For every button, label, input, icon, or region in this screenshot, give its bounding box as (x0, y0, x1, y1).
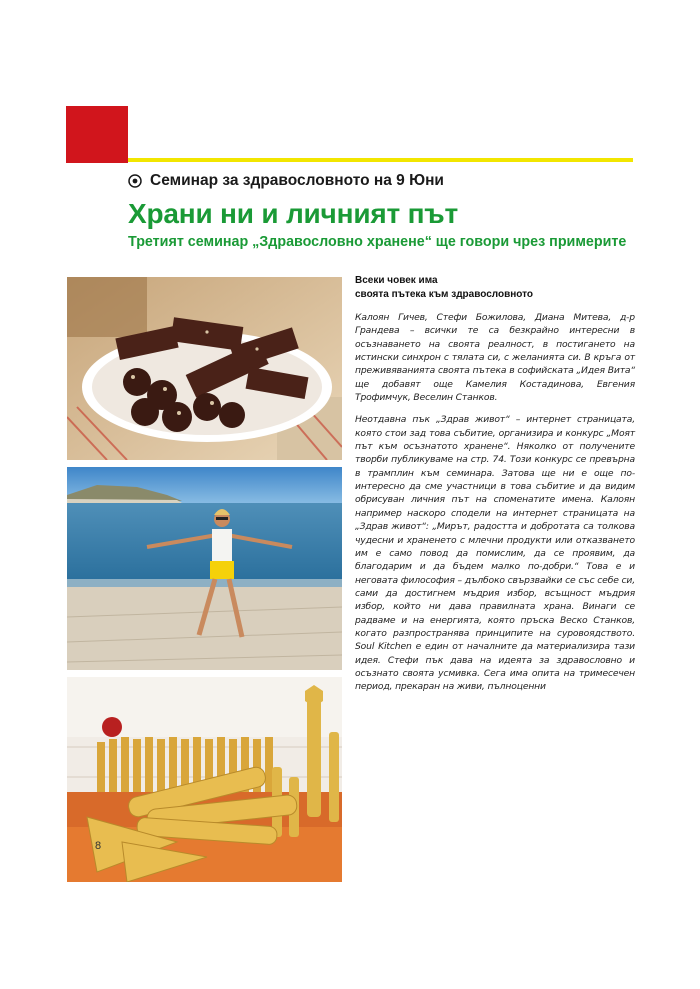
page-number: 8 (95, 840, 102, 852)
soul-kitchen-brand: Soul Kitchen (355, 641, 412, 653)
article-lead (355, 274, 635, 302)
beach-photo (67, 467, 342, 670)
article-subtitle: Третият семинар „Здравословно хранене“ ще говори чрез примерите (128, 234, 627, 250)
paragraph-2-tail: е един от началните да материализира тази идея. Стефи пък дава на идеята за здравословно и осъзнато своята усмивка. Сега има опита на тримесечен период, прекаран на живи, пълноценни (355, 641, 636, 693)
section-rule (128, 158, 633, 162)
section-kicker (128, 172, 444, 190)
kicker-text: Семинар за здравословното на 9 Юни (150, 172, 444, 189)
lead-line-1: Всеки човек има (355, 275, 438, 286)
raw-chocolate-photo (67, 277, 342, 460)
lead-line-2: своята пътека към здравословното (355, 289, 534, 300)
article-title: Храни ни и личният път (128, 198, 459, 229)
paragraph-2 (355, 413, 635, 693)
article-body (355, 274, 635, 703)
red-section-block (66, 106, 128, 163)
beeswax-candles-photo (67, 677, 342, 882)
paragraph-2-text: Неотдавна пък „Здрав живот“ – интернет страницата, която стои зад това събитие, организира и конкурс „Моят път към осъзнатото хранене“. Няколко от получените творби публикуваме на стр. 74. Този конкурс се превърна в трамплин към семинара. Затова ще ни е още по-интересно да сме участници в това събитие и да видим обрисуван личния път на споменатите имена. Калоян например наскоро сподели на интернет страницата на „Здрав живот“: „Мирът, радостта и добротата са толкова чудесни и храненето с млечни продукти или отказването им е само повод да помислим, да се проявим, да благодарим и да бъдем малко по-добри.“ Това е и неговата философия – дълбоко свързвайки се със себе си, сами да достигнем мъдрия избор, всъщност мъдрия избор, който ни дава правилната храна. Винаги се радваме и на енергията, която пръска Веско Станков, когато разпространява принципите на суровоядството. (355, 414, 635, 639)
paragraph-1: Калоян Гичев, Стефи Божилова, Диана Митева, д-р Грандева – всички те са безкрайно интересни в осъзнаването на своята реалност, в постигането на истински синхрон с тялата си, с желанията си. В кръга от преживяванията своята пътека в софийската „Идея Вита“ ще добавят още Камелия Костадинова, Евгения Трофимчук, Веселин Станков. (355, 312, 635, 404)
target-circle-icon (128, 174, 142, 188)
